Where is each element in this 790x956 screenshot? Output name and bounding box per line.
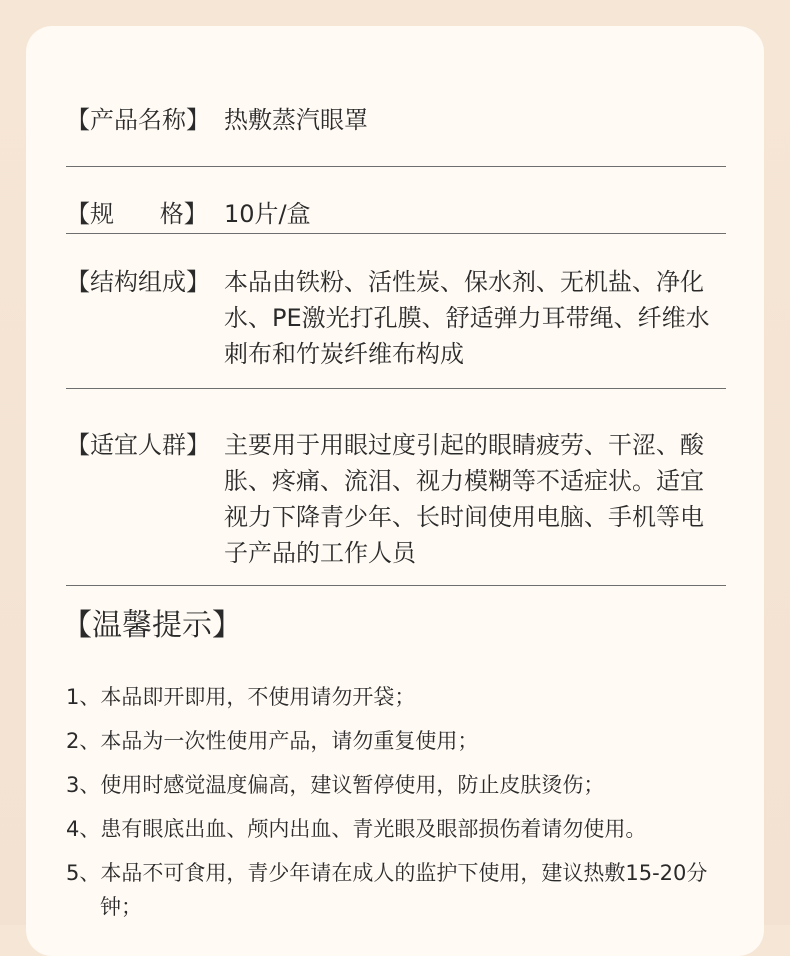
tips-heading: 【温馨提示】 [62,608,242,643]
spec-label: 【规 格】 [66,200,208,228]
content-card [26,26,764,956]
tip-item: 4、患有眼底出血、颅内出血、青光眼及眼部损伤着请勿使用。 [66,817,647,841]
spec-label: 【产品名称】 [66,106,210,134]
tips-list [66,680,746,934]
spec-value: 主要用于用眼过度引起的眼睛疲劳、干涩、酸胀、疼痛、流泪、视力模糊等不适症状。适宜视力下降青少年、长时间使用电脑、手机等电子产品的工作人员 [224,431,704,567]
spec-row-target-users [66,389,726,586]
spec-value: 10片/盒 [224,200,311,228]
spec-value: 热敷蒸汽眼罩 [224,106,368,134]
tip-item: 5、本品不可食用，青少年请在成人的监护下使用，建议热敷15-20分钟； [66,861,708,919]
tip-item: 2、本品为一次性使用产品，请勿重复使用； [66,729,479,753]
spec-value: 本品由铁粉、活性炭、保水剂、无机盐、净化水、PE激光打孔膜、舒适弹力耳带绳、纤维水刺布和竹炭纤维布构成 [224,268,710,368]
spec-label: 【适宜人群】 [66,431,210,459]
spec-label: 【结构组成】 [66,268,210,296]
spec-table [66,102,726,586]
spec-row-size [66,167,726,234]
spec-row-product-name [66,102,726,167]
spec-row-composition [66,234,726,389]
tip-item: 1、本品即开即用，不使用请勿开袋； [66,685,416,709]
tip-item: 3、使用时感觉温度偏高，建议暂停使用，防止皮肤烫伤； [66,773,605,797]
